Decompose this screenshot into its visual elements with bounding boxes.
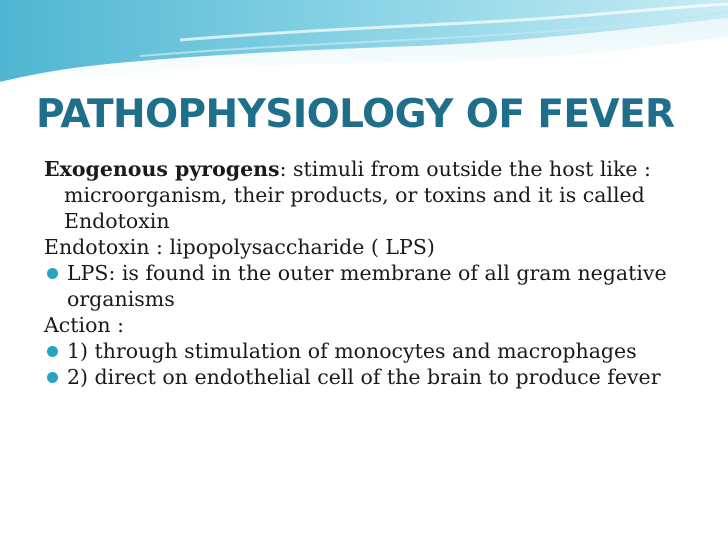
lps-bullet-text: LPS: is found in the outer membrane of all gram negative organisms: [67, 261, 667, 311]
lps-bullet-item: [44, 260, 714, 312]
exogenous-pyrogens-paragraph: [44, 156, 714, 234]
action-bullet-text-1: 1) through stimulation of monocytes and macrophages: [67, 339, 637, 363]
round-bullet-icon: [47, 372, 58, 383]
round-bullet-icon: [47, 268, 58, 279]
action-bullet-item-1: [44, 338, 714, 364]
slide-title: PATHOPHYSIOLOGY OF FEVER: [36, 92, 675, 137]
round-bullet-icon: [47, 346, 58, 357]
action-heading: Action :: [44, 313, 125, 337]
exogenous-pyrogens-definition: : stimuli from outside the host like : microorganism, their products, or toxins and it is called Endotoxin: [64, 157, 651, 233]
action-bullet-item-2: [44, 364, 714, 390]
header-wave-decoration: [0, 0, 728, 90]
endotoxin-paragraph: Endotoxin : lipopolysaccharide ( LPS): [44, 235, 435, 259]
slide-body: [44, 156, 714, 390]
exogenous-pyrogens-term: Exogenous pyrogens: [44, 157, 280, 181]
action-bullet-text-2: 2) direct on endothelial cell of the brain to produce fever: [67, 365, 661, 389]
